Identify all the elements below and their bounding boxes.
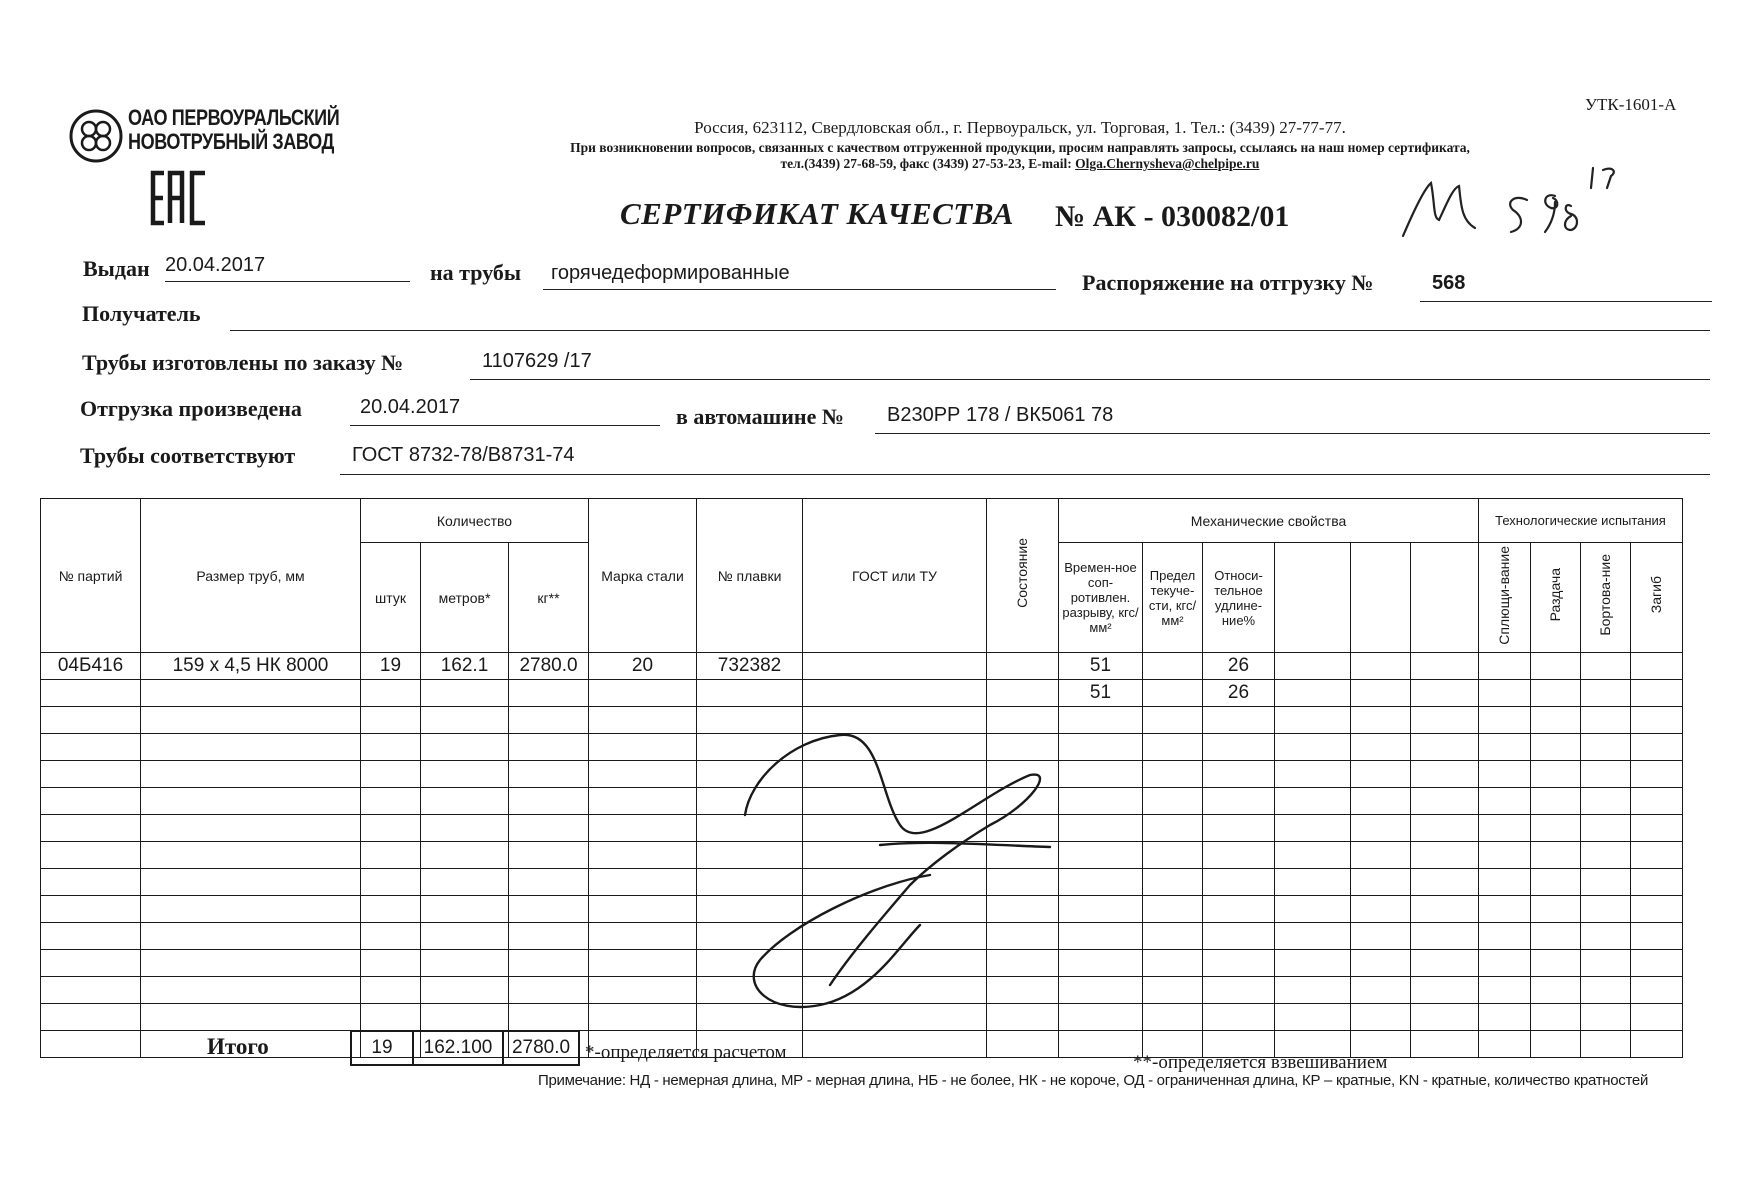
header-meters: метров* [421, 543, 509, 653]
made-to-order-field[interactable]: 1107629 /17 [470, 350, 1710, 380]
footnote-calc: *-определяется расчетом [585, 1042, 787, 1063]
header-mechanical: Механические свойства [1059, 499, 1479, 543]
header-pcs: штук [361, 543, 421, 653]
header-bend [1631, 543, 1683, 653]
made-to-order-label: Трубы изготовлены по заказу № [82, 350, 404, 375]
cell-tensile: 51 [1059, 680, 1143, 707]
total-kg: 2780.0 [503, 1031, 579, 1065]
recipient-label: Получатель [82, 301, 201, 326]
header-flanging-label: Бортова-ние [1597, 554, 1613, 636]
cell-size: 159 х 4,5 НК 8000 [141, 653, 361, 680]
pipes-type-field[interactable]: горячедеформированные [543, 262, 1056, 290]
company-name-line1: ОАО ПЕРВОУРАЛЬСКИЙ [128, 105, 340, 130]
cell-batch [41, 680, 141, 707]
cell-state [987, 653, 1059, 680]
header-tech-tests: Технологические испытания [1479, 499, 1683, 543]
header-elongation: Относи-тельное удлине-ние% [1203, 543, 1275, 653]
cell-elongation: 26 [1203, 653, 1275, 680]
issued-date-field[interactable]: 20.04.2017 [165, 254, 410, 282]
shipment-label: Отгрузка произведена [80, 396, 302, 421]
form-code: УТК-1601-А [1585, 95, 1677, 114]
cell-size [141, 680, 361, 707]
footnote-legend: Примечание: НД - немерная длина, МР - мерная длина, НБ - не более, НК - не короче, ОД - ограниченная длина, КР – кратные, KN - кратные, количество кратностей [538, 1072, 1649, 1089]
table-row [41, 653, 1683, 680]
order-label: Распоряжение на отгрузку № [1082, 270, 1374, 295]
header-state-label: Состояние [1014, 538, 1030, 608]
header-expansion [1531, 543, 1581, 653]
cell-yield [1143, 653, 1203, 680]
header-melt-number: № плавки [697, 499, 803, 653]
cell-steel: 20 [589, 653, 697, 680]
total-meters: 162.100 [413, 1031, 503, 1065]
document-title: СЕРТИФИКАТ КАЧЕСТВА [620, 196, 1014, 231]
company-name-line2: НОВОТРУБНЫЙ ЗАВОД [128, 129, 334, 154]
header-quantity: Количество [361, 499, 589, 543]
header-yield: Предел текуче-сти, кгс/мм² [1143, 543, 1203, 653]
header-empty-mech-1 [1275, 543, 1351, 653]
handwritten-registration-mark [1395, 158, 1655, 248]
phone-fax: тел.(3439) 27-68-59, факс (3439) 27-53-23, E-mail: [780, 156, 1076, 171]
header-flanging [1581, 543, 1631, 653]
header-gost: ГОСТ или ТУ [803, 499, 987, 653]
vehicle-label: в автомашине № [676, 404, 844, 429]
cell-elongation: 26 [1203, 680, 1275, 707]
company-logo-icon [68, 108, 124, 164]
cell-kg: 2780.0 [509, 653, 589, 680]
order-number-field[interactable]: 568 [1420, 272, 1712, 302]
header-size: Размер труб, мм [141, 499, 361, 653]
contact-phones [500, 156, 1540, 172]
company-address: Россия, 623112, Свердловская обл., г. Первоуральск, ул. Торговая, 1. Тел.: (3439) 27-77-77. [694, 118, 1346, 137]
cell-batch: 04Б416 [41, 653, 141, 680]
header-tensile: Времен-ное соп-ротивлен. разрыву, кгс/мм² [1059, 543, 1143, 653]
header-kg: кг** [509, 543, 589, 653]
eac-mark-icon [150, 170, 212, 226]
cell-meters: 162.1 [421, 653, 509, 680]
email-link[interactable]: Olga.Chernysheva@chelpipe.ru [1075, 156, 1260, 171]
total-pcs: 19 [351, 1031, 413, 1065]
header-steel-grade: Марка стали [589, 499, 697, 653]
company-name [128, 106, 339, 154]
vehicle-number-field[interactable]: В230РР 178 / ВК5061 78 [875, 404, 1710, 434]
totals-table [350, 1030, 580, 1066]
header-expansion-label: Раздача [1547, 568, 1563, 622]
cell-melt: 732382 [697, 653, 803, 680]
cell-gost [803, 653, 987, 680]
header-batch: № партий [41, 499, 141, 653]
handwritten-signature [730, 725, 1060, 1015]
recipient-field[interactable] [230, 300, 1710, 331]
contact-note: При возникновении вопросов, связанных с качеством отгруженной продукции, просим направлять запросы, ссылаясь на наш номер сертификата, [570, 140, 1470, 155]
certificate-number: № АК - 030082/01 [1055, 200, 1290, 233]
header-state [987, 499, 1059, 653]
conform-label: Трубы соответствуют [80, 443, 296, 468]
header-flattening [1479, 543, 1531, 653]
table-row [41, 680, 1683, 707]
header-flattening-label: Сплющи-вание [1496, 545, 1512, 645]
shipment-date-field[interactable]: 20.04.2017 [350, 396, 660, 426]
standard-field[interactable]: ГОСТ 8732-78/В8731-74 [340, 444, 1710, 475]
cell-tensile: 51 [1059, 653, 1143, 680]
cell-pcs: 19 [361, 653, 421, 680]
header-empty-mech-2 [1351, 543, 1411, 653]
totals-label: Итого [207, 1034, 269, 1059]
header-empty-mech-3 [1411, 543, 1479, 653]
table-row [41, 1031, 1683, 1058]
issued-label: Выдан [83, 256, 150, 281]
footnote-weigh: **-определяется взвешиванием [1133, 1052, 1388, 1073]
header-bend-label: Загиб [1648, 576, 1664, 614]
pipes-label: на трубы [430, 260, 522, 285]
